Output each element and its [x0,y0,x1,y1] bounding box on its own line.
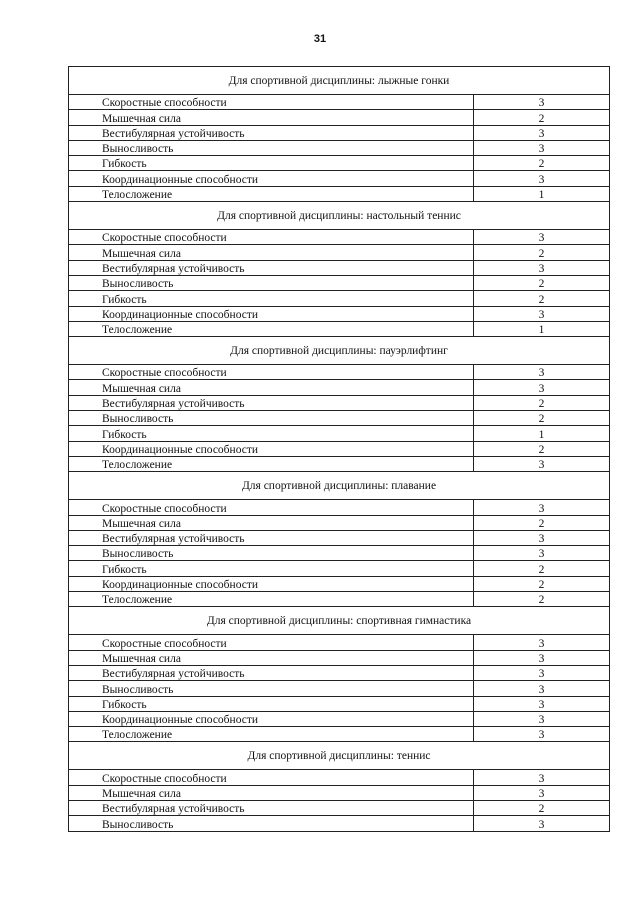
quality-score: 2 [474,395,610,410]
quality-label: Гибкость [69,561,474,576]
quality-score: 3 [474,95,610,110]
table-row [69,306,610,321]
table-row [69,321,610,336]
quality-score: 2 [474,561,610,576]
quality-score: 3 [474,681,610,696]
quality-score: 3 [474,711,610,726]
section-title-row [69,472,610,500]
table-row [69,711,610,726]
quality-label: Гибкость [69,156,474,171]
quality-label: Мышечная сила [69,650,474,665]
table-row [69,592,610,607]
quality-score: 3 [474,260,610,275]
quality-score: 3 [474,727,610,742]
quality-score: 1 [474,321,610,336]
quality-label: Вестибулярная устойчивость [69,530,474,545]
quality-score: 3 [474,530,610,545]
quality-label: Мышечная сила [69,110,474,125]
table-row [69,171,610,186]
quality-label: Скоростные способности [69,365,474,380]
quality-label: Выносливость [69,411,474,426]
section-title: Для спортивной дисциплины: спортивная гимнастика [69,607,610,635]
quality-score: 3 [474,635,610,650]
quality-score: 2 [474,515,610,530]
table-row [69,95,610,110]
table-row [69,380,610,395]
section-title: Для спортивной дисциплины: плавание [69,472,610,500]
section-title-row [69,607,610,635]
quality-score: 2 [474,110,610,125]
table-row [69,156,610,171]
quality-score: 3 [474,785,610,800]
table-row [69,727,610,742]
quality-label: Мышечная сила [69,380,474,395]
quality-label: Мышечная сила [69,515,474,530]
quality-score: 3 [474,306,610,321]
section-title: Для спортивной дисциплины: лыжные гонки [69,67,610,95]
table-row [69,515,610,530]
quality-score: 3 [474,140,610,155]
table-row [69,665,610,680]
quality-label: Гибкость [69,426,474,441]
quality-score: 3 [474,816,610,831]
table-row [69,696,610,711]
quality-label: Вестибулярная устойчивость [69,665,474,680]
section-title-row [69,67,610,95]
quality-score: 2 [474,291,610,306]
quality-score: 3 [474,171,610,186]
quality-label: Скоростные способности [69,230,474,245]
quality-score: 3 [474,125,610,140]
quality-score: 3 [474,696,610,711]
quality-label: Скоростные способности [69,500,474,515]
discipline-table [68,66,610,832]
table-row [69,230,610,245]
page-number: 31 [313,33,327,45]
table-row [69,681,610,696]
table-row [69,546,610,561]
table-row [69,561,610,576]
quality-label: Координационные способности [69,171,474,186]
table-row [69,245,610,260]
quality-label: Координационные способности [69,441,474,456]
table-row [69,500,610,515]
quality-score: 3 [474,230,610,245]
quality-label: Скоростные способности [69,770,474,785]
table-row [69,411,610,426]
quality-score: 1 [474,186,610,201]
quality-label: Выносливость [69,140,474,155]
quality-label: Гибкость [69,291,474,306]
table-row [69,816,610,831]
quality-score: 3 [474,650,610,665]
table-row [69,530,610,545]
quality-label: Скоростные способности [69,95,474,110]
table-row [69,576,610,591]
quality-score: 3 [474,770,610,785]
quality-score: 3 [474,546,610,561]
table-row [69,186,610,201]
quality-score: 3 [474,665,610,680]
quality-score: 2 [474,800,610,815]
quality-label: Выносливость [69,546,474,561]
table-row [69,650,610,665]
quality-score: 2 [474,592,610,607]
table-row [69,800,610,815]
section-title-row [69,337,610,365]
quality-label: Вестибулярная устойчивость [69,260,474,275]
quality-score: 2 [474,245,610,260]
quality-label: Гибкость [69,696,474,711]
table-row [69,441,610,456]
quality-score: 3 [474,500,610,515]
quality-score: 2 [474,576,610,591]
quality-score: 2 [474,411,610,426]
section-title-row [69,202,610,230]
table-row [69,785,610,800]
quality-score: 3 [474,365,610,380]
quality-label: Координационные способности [69,306,474,321]
quality-score: 2 [474,441,610,456]
quality-label: Координационные способности [69,576,474,591]
table-row [69,426,610,441]
quality-label: Скоростные способности [69,635,474,650]
quality-score: 1 [474,426,610,441]
quality-label: Выносливость [69,681,474,696]
quality-label: Мышечная сила [69,785,474,800]
section-title: Для спортивной дисциплины: настольный теннис [69,202,610,230]
quality-score: 2 [474,156,610,171]
quality-label: Координационные способности [69,711,474,726]
quality-label: Выносливость [69,275,474,290]
table-row [69,110,610,125]
quality-score: 2 [474,275,610,290]
table-row [69,395,610,410]
section-title: Для спортивной дисциплины: теннис [69,742,610,770]
table-row [69,140,610,155]
table-row [69,365,610,380]
quality-label: Вестибулярная устойчивость [69,125,474,140]
table-row [69,275,610,290]
quality-label: Вестибулярная устойчивость [69,800,474,815]
section-title: Для спортивной дисциплины: пауэрлифтинг [69,337,610,365]
table-row [69,770,610,785]
section-title-row [69,742,610,770]
table-row [69,125,610,140]
table-row [69,456,610,471]
quality-label: Телосложение [69,592,474,607]
quality-score: 3 [474,456,610,471]
quality-score: 3 [474,380,610,395]
table-row [69,291,610,306]
quality-label: Выносливость [69,816,474,831]
table-row [69,260,610,275]
quality-label: Телосложение [69,456,474,471]
quality-label: Вестибулярная устойчивость [69,395,474,410]
quality-label: Телосложение [69,186,474,201]
quality-label: Телосложение [69,321,474,336]
table-row [69,635,610,650]
quality-label: Телосложение [69,727,474,742]
quality-label: Мышечная сила [69,245,474,260]
